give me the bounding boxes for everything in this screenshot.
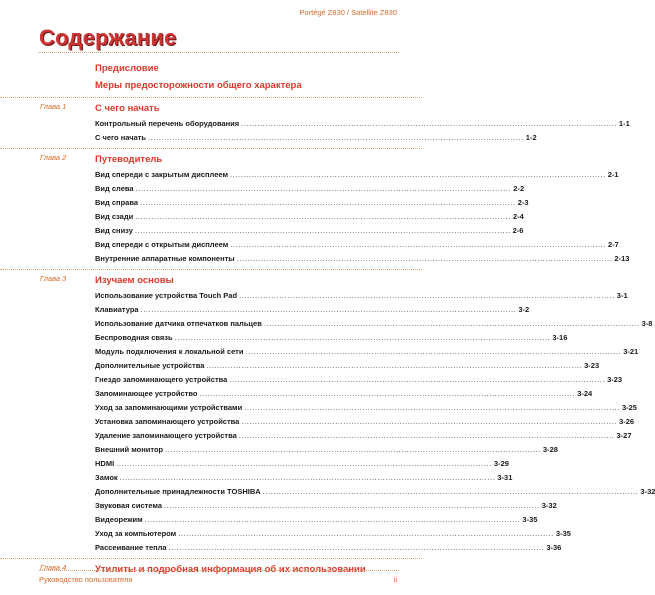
toc-entry[interactable] [95, 210, 524, 224]
toc-entry-page: 3-36 [546, 543, 562, 552]
dot-leader: ............................................................................................................................................ [134, 226, 511, 235]
dot-leader: ............................................................................................................................................ [140, 198, 516, 207]
chapter-block [0, 148, 630, 266]
toc-entry[interactable] [95, 317, 653, 331]
toc-entry[interactable] [95, 303, 530, 317]
dot-leader: ............................................................................................................................................ [236, 254, 613, 263]
toc-entry-page: 3-1 [616, 291, 628, 300]
toc-entry[interactable] [95, 331, 568, 345]
title-divider [39, 52, 399, 53]
toc-entry-page: 2-7 [608, 240, 619, 249]
toc-entry-page: 2-13 [614, 254, 630, 263]
toc-entry[interactable] [95, 401, 637, 415]
toc-entry[interactable] [95, 485, 655, 499]
section-heading[interactable]: Утилиты и подробная информация об их использовании [95, 564, 366, 575]
toc-entry[interactable] [95, 471, 513, 485]
toc-entry-title: Рассеивание тепла [95, 543, 167, 552]
toc-entry-title: Удаление запоминающего устройства [95, 431, 237, 440]
toc-entry-title: HDMI [95, 459, 115, 468]
dot-leader: ............................................................................................................................................ [241, 417, 618, 426]
toc-entry-page: 3-27 [616, 431, 632, 440]
toc-entry[interactable] [95, 429, 632, 443]
dot-leader: ............................................................................................................................................ [241, 119, 617, 128]
toc-entry[interactable] [95, 168, 619, 182]
dot-leader: ............................................................................................................................................ [229, 375, 606, 384]
toc-entry-title: Вид слева [95, 184, 134, 193]
toc-entry-page: 3-25 [621, 403, 637, 412]
toc-entry-page: 3-35 [522, 515, 538, 524]
dot-leader: ............................................................................................................................................ [245, 347, 622, 356]
toc-entry-page: 1-1 [618, 119, 630, 128]
toc-entry-title: Запоминающее устройство [95, 389, 198, 398]
toc-entry[interactable] [95, 387, 593, 401]
dot-leader: ............................................................................................................................................ [165, 445, 541, 454]
toc-entry-title: Установка запоминающего устройства [95, 417, 240, 426]
toc-entry[interactable] [95, 359, 600, 373]
table-of-contents [0, 60, 655, 578]
toc-entry-page: 3-32 [640, 487, 655, 496]
toc-entry[interactable] [95, 513, 538, 527]
toc-entry-page: 3-21 [623, 347, 639, 356]
toc-entry-title: Контрольный перечень оборудования [95, 119, 240, 128]
dot-leader: ............................................................................................................................................ [262, 487, 639, 496]
toc-entry-title: Вид снизу [95, 226, 133, 235]
dot-leader: ............................................................................................................................................ [174, 333, 551, 342]
dot-leader: ............................................................................................................................................ [168, 543, 545, 552]
toc-entry-page: 2-4 [512, 212, 524, 221]
page-number: ii [393, 575, 397, 584]
section-heading[interactable]: Изучаем основы [95, 275, 174, 286]
dot-leader: ............................................................................................................................................ [263, 319, 640, 328]
chapter-block [0, 97, 630, 145]
toc-entry[interactable] [95, 224, 524, 238]
dot-leader: ............................................................................................................................................ [199, 389, 576, 398]
toc-entry-title: Модуль подключения к локальной сети [95, 347, 244, 356]
dot-leader: ............................................................................................................................................ [148, 133, 524, 142]
toc-entry-page: 3-29 [493, 459, 509, 468]
toc-entry-title: Вид спереди с закрытым дисплеем [95, 170, 228, 179]
section-heading[interactable]: С чего начать [95, 103, 160, 114]
toc-entry-title: Дополнительные принадлежности TOSHIBA [95, 487, 261, 496]
section-heading[interactable]: Меры предосторожности общего характера [95, 80, 302, 91]
toc-entry[interactable] [95, 457, 509, 471]
toc-entry-title: Уход за запоминающими устройствами [95, 403, 243, 412]
toc-entry-title: Звуковая система [95, 501, 162, 510]
toc-entry-page: 2-2 [513, 184, 525, 193]
toc-entry-title: Видеорежим [95, 515, 143, 524]
dot-leader: ............................................................................................................................................ [135, 212, 511, 221]
toc-entry-page: 3-23 [584, 361, 600, 370]
toc-entry-title: Внешний монитор [95, 445, 164, 454]
toc-entry-page: 3-35 [555, 529, 571, 538]
dot-leader: ............................................................................................................................................ [119, 473, 496, 482]
toc-entry-title: Вид справа [95, 198, 139, 207]
toc-entry-title: Уход за компьютером [95, 529, 177, 538]
dot-leader: ............................................................................................................................................ [116, 459, 492, 468]
toc-entry-title: Вид сзади [95, 212, 134, 221]
toc-entry-page: 2-3 [517, 198, 529, 207]
toc-entry-title: Клавиатура [95, 305, 139, 314]
toc-entry[interactable] [95, 117, 630, 131]
dot-leader: ............................................................................................................................................ [164, 501, 540, 510]
running-header: Portégé Z830 / Satellite Z830 [299, 8, 397, 17]
chapter-block [0, 269, 655, 555]
dot-leader: ............................................................................................................................................ [206, 361, 583, 370]
dot-leader: ............................................................................................................................................ [239, 291, 615, 300]
toc-entry-page: 1-2 [525, 133, 537, 142]
toc-entry-title: Внутренние аппаратные компоненты [95, 254, 235, 263]
toc-entry-page: 3-8 [641, 319, 653, 328]
toc-entry[interactable] [95, 443, 558, 457]
dot-leader: ............................................................................................................................................ [140, 305, 517, 314]
toc-entry-page: 3-23 [607, 375, 623, 384]
section-block [0, 77, 422, 94]
toc-entry[interactable] [95, 289, 628, 303]
toc-entry[interactable] [95, 252, 630, 266]
dot-leader: ............................................................................................................................................ [230, 170, 606, 179]
toc-entry[interactable] [95, 415, 635, 429]
chapter-label: Глава 2 [40, 153, 67, 162]
toc-entry[interactable] [95, 541, 562, 555]
section-heading[interactable]: Предисловие [95, 63, 159, 74]
chapter-label: Глава 4 [40, 563, 67, 572]
dot-leader: ............................................................................................................................................ [238, 431, 615, 440]
chapter-label: Глава 3 [40, 274, 67, 283]
toc-entry-title: Использование датчика отпечатков пальцев [95, 319, 262, 328]
toc-entry-title: Использование устройства Touch Pad [95, 291, 238, 300]
toc-entry-title: Дополнительные устройства [95, 361, 205, 370]
toc-entry-title: Вид спереди с открытым дисплеем [95, 240, 229, 249]
dot-leader: ............................................................................................................................................ [135, 184, 512, 193]
dot-leader: ............................................................................................................................................ [244, 403, 620, 412]
dot-leader: ............................................................................................................................................ [230, 240, 606, 249]
toc-entry-page: 3-32 [541, 501, 557, 510]
toc-entry[interactable] [95, 527, 571, 541]
toc-entry[interactable] [95, 182, 525, 196]
dot-leader: ............................................................................................................................................ [178, 529, 554, 538]
section-heading[interactable]: Путеводитель [95, 154, 163, 165]
toc-entry-page: 3-31 [497, 473, 513, 482]
toc-entry-page: 3-16 [552, 333, 568, 342]
toc-entry[interactable] [95, 373, 623, 387]
toc-entry-page: 2-6 [512, 226, 524, 235]
chapter-label: Глава 1 [40, 102, 67, 111]
toc-entry-title: Беспроводная связь [95, 333, 173, 342]
footer-divider [39, 570, 399, 571]
toc-entry-page: 3-26 [619, 417, 635, 426]
toc-entry[interactable] [95, 345, 639, 359]
toc-entry-page: 3-28 [542, 445, 558, 454]
toc-entry-page: 2-1 [607, 170, 619, 179]
page-title: Содержание [39, 25, 177, 50]
toc-entry[interactable] [95, 499, 557, 513]
toc-entry[interactable] [95, 238, 619, 252]
section-block [0, 60, 422, 77]
toc-entry[interactable] [95, 131, 537, 145]
toc-entry-title: С чего начать [95, 133, 147, 142]
toc-entry-page: 3-2 [518, 305, 530, 314]
toc-entry-title: Гнездо запоминающего устройства [95, 375, 228, 384]
footer-text: Руководство пользователя [39, 575, 133, 584]
toc-entry-title: Замок [95, 473, 118, 482]
dot-leader: ............................................................................................................................................ [144, 515, 521, 524]
toc-entry-page: 3-24 [577, 389, 593, 398]
toc-entry[interactable] [95, 196, 529, 210]
